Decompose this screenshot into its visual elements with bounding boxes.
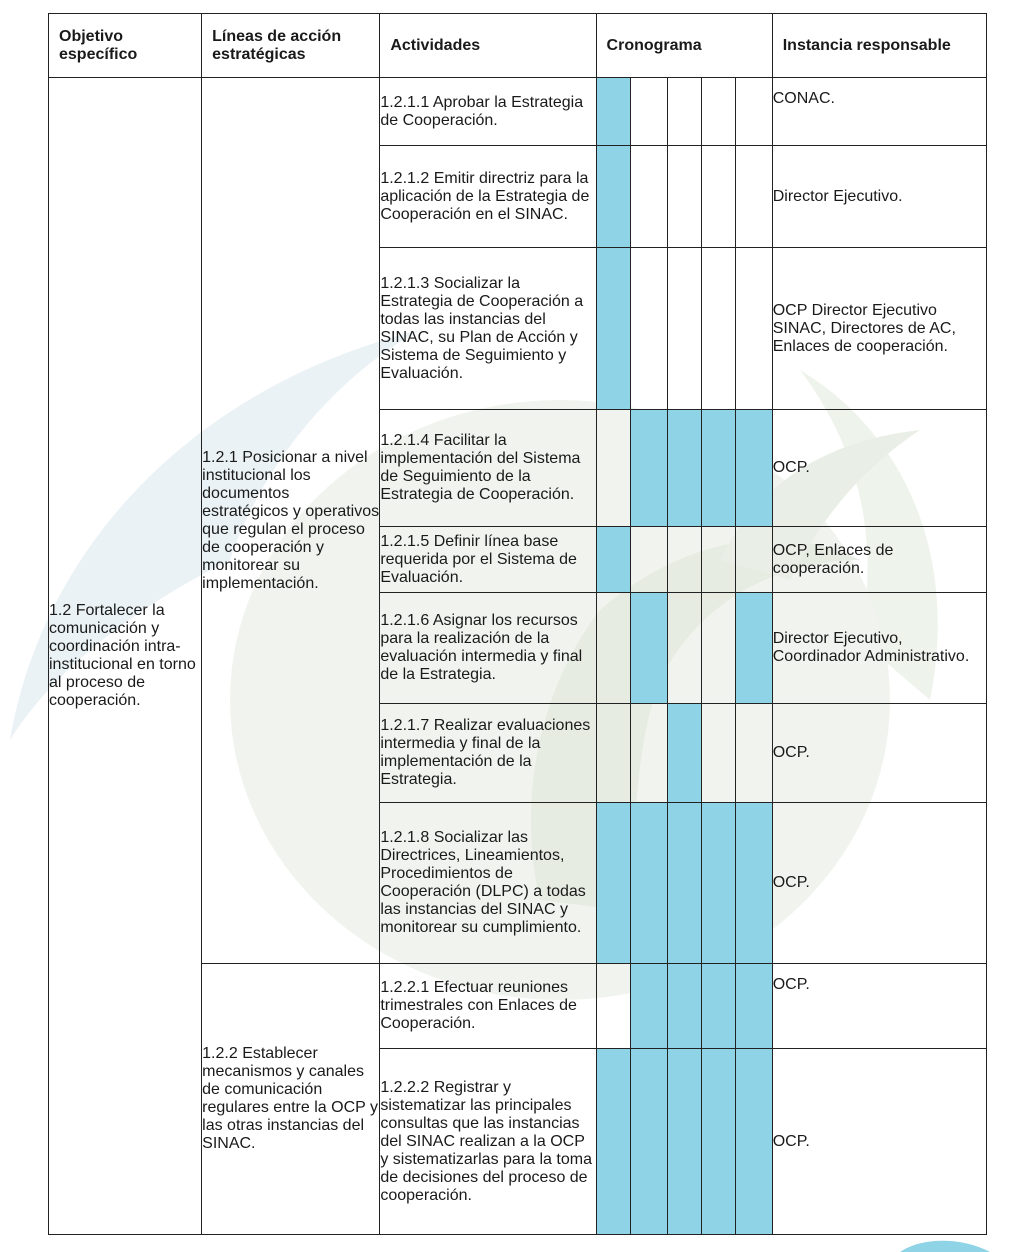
schedule-cell-4 [701, 248, 735, 410]
instancia-cell: Director Ejecutivo, Coordinador Administrativo. [772, 593, 986, 704]
action-plan-table [48, 13, 987, 1235]
header-instancia: Instancia responsable [772, 14, 986, 78]
schedule-cell-4 [701, 803, 735, 964]
schedule-cell-4 [701, 146, 735, 248]
schedule-cell-4 [701, 964, 735, 1049]
schedule-cell-4 [701, 593, 735, 704]
schedule-cell-1 [596, 593, 630, 704]
linea-cell: 1.2.2 Establecer mecanismos y canales de comunicación regulares entre la OCP y las otras instancias del SINAC. [202, 964, 380, 1235]
instancia-cell: OCP. [772, 803, 986, 964]
instancia-cell: OCP. [772, 964, 986, 1049]
schedule-cell-2 [630, 704, 667, 803]
schedule-cell-3 [667, 593, 701, 704]
schedule-cell-2 [630, 803, 667, 964]
actividad-cell: 1.2.1.1 Aprobar la Estrategia de Cooperación. [380, 78, 596, 146]
header-cronograma: Cronograma [596, 14, 772, 78]
schedule-cell-5 [735, 803, 772, 964]
schedule-cell-2 [630, 248, 667, 410]
schedule-cell-5 [735, 1049, 772, 1235]
schedule-cell-4 [701, 410, 735, 527]
schedule-cell-3 [667, 527, 701, 593]
instancia-cell: OCP. [772, 704, 986, 803]
header-lineas: Líneas de acción estratégicas [202, 14, 380, 78]
schedule-cell-4 [701, 527, 735, 593]
linea-cell: 1.2.1 Posicionar a nivel institucional los documentos estratégicos y operativos que regulan el proceso de cooperación y monitorear su implementación. [202, 78, 380, 964]
schedule-cell-4 [701, 78, 735, 146]
schedule-cell-1 [596, 410, 630, 527]
schedule-cell-4 [701, 704, 735, 803]
schedule-cell-1 [596, 78, 630, 146]
header-row [49, 14, 987, 78]
schedule-cell-1 [596, 248, 630, 410]
schedule-cell-3 [667, 146, 701, 248]
schedule-cell-1 [596, 704, 630, 803]
table-row [49, 78, 987, 146]
schedule-cell-5 [735, 527, 772, 593]
objetivo-cell: 1.2 Fortalecer la comunicación y coordinación intra-institucional en torno al proceso de cooperación. [49, 78, 202, 1235]
actividad-cell: 1.2.1.8 Socializar las Directrices, Lineamientos, Procedimientos de Cooperación (DLPC) a todas las instancias del SINAC y monitorear su cumplimiento. [380, 803, 596, 964]
actividad-cell: 1.2.1.7 Realizar evaluaciones intermedia y final de la implementación de la Estrategia. [380, 704, 596, 803]
schedule-cell-5 [735, 78, 772, 146]
header-objetivo: Objetivo específico [49, 14, 202, 78]
schedule-cell-2 [630, 964, 667, 1049]
actividad-cell: 1.2.1.2 Emitir directriz para la aplicación de la Estrategia de Cooperación en el SINAC. [380, 146, 596, 248]
instancia-cell: OCP, Enlaces de cooperación. [772, 527, 986, 593]
actividad-cell: 1.2.1.6 Asignar los recursos para la realización de la evaluación intermedia y final de la Estrategia. [380, 593, 596, 704]
instancia-cell: Director Ejecutivo. [772, 146, 986, 248]
schedule-cell-5 [735, 704, 772, 803]
instancia-cell: CONAC. [772, 78, 986, 146]
schedule-cell-2 [630, 410, 667, 527]
actividad-cell: 1.2.1.4 Facilitar la implementación del Sistema de Seguimiento de la Estrategia de Cooperación. [380, 410, 596, 527]
schedule-cell-5 [735, 593, 772, 704]
watermark-wave [900, 1241, 990, 1252]
header-actividades: Actividades [380, 14, 596, 78]
schedule-cell-3 [667, 78, 701, 146]
instancia-cell: OCP Director Ejecutivo SINAC, Directores de AC, Enlaces de cooperación. [772, 248, 986, 410]
schedule-cell-5 [735, 146, 772, 248]
schedule-cell-1 [596, 803, 630, 964]
schedule-cell-3 [667, 704, 701, 803]
schedule-cell-2 [630, 146, 667, 248]
actividad-cell: 1.2.1.5 Definir línea base requerida por el Sistema de Evaluación. [380, 527, 596, 593]
instancia-cell: OCP. [772, 1049, 986, 1235]
instancia-cell: OCP. [772, 410, 986, 527]
schedule-cell-1 [596, 964, 630, 1049]
schedule-cell-5 [735, 964, 772, 1049]
schedule-cell-3 [667, 964, 701, 1049]
schedule-cell-5 [735, 410, 772, 527]
schedule-cell-2 [630, 1049, 667, 1235]
schedule-cell-1 [596, 1049, 630, 1235]
schedule-cell-2 [630, 78, 667, 146]
schedule-cell-3 [667, 803, 701, 964]
schedule-cell-2 [630, 527, 667, 593]
actividad-cell: 1.2.2.1 Efectuar reuniones trimestrales con Enlaces de Cooperación. [380, 964, 596, 1049]
schedule-cell-3 [667, 248, 701, 410]
schedule-cell-4 [701, 1049, 735, 1235]
schedule-cell-3 [667, 410, 701, 527]
actividad-cell: 1.2.2.2 Registrar y sistematizar las principales consultas que las instancias del SINAC realizan a la OCP y sistematizarlas para la toma de decisiones del proceso de cooperación. [380, 1049, 596, 1235]
schedule-cell-1 [596, 146, 630, 248]
schedule-cell-1 [596, 527, 630, 593]
actividad-cell: 1.2.1.3 Socializar la Estrategia de Cooperación a todas las instancias del SINAC, su Plan de Acción y Sistema de Seguimiento y Evaluación. [380, 248, 596, 410]
schedule-cell-5 [735, 248, 772, 410]
schedule-cell-2 [630, 593, 667, 704]
schedule-cell-3 [667, 1049, 701, 1235]
